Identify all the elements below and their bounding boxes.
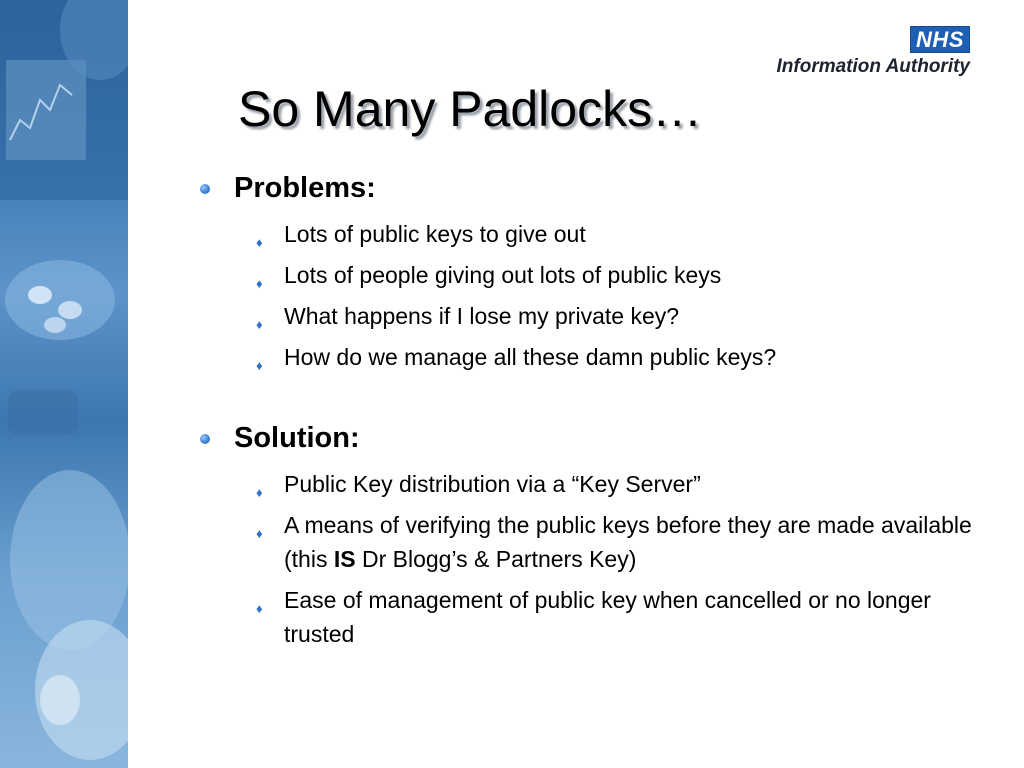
diamond-bullet-icon: ♦ [256,601,263,616]
list-item-emphasis: IS [333,546,356,572]
nhs-logo [777,26,971,78]
slide-body [200,172,990,699]
diamond-bullet-icon: ♦ [256,358,263,373]
list-item-text: Lots of public keys to give out [284,221,586,247]
section-heading [200,172,990,205]
round-bullet-icon [200,434,210,444]
list-item [256,583,990,651]
problems-section [200,172,990,374]
list-item-text: Ease of management of public key when cancelled or no longer trusted [284,587,931,647]
diamond-bullet-icon: ♦ [256,526,263,541]
section-title: Solution: [234,422,360,454]
solution-list [200,467,990,651]
decorative-photo-strip [0,0,128,768]
list-item [256,467,990,501]
diamond-bullet-icon: ♦ [256,276,263,291]
list-item [256,299,990,333]
list-item-text: Public Key distribution via a “Key Server” [284,471,701,497]
list-item [256,258,990,292]
round-bullet-icon [200,184,210,194]
section-heading [200,422,990,455]
list-item [256,508,990,576]
solution-section [200,422,990,651]
list-item-text: Lots of people giving out lots of public keys [284,262,722,288]
list-item [256,340,990,374]
problems-list [200,217,990,374]
nhs-badge: NHS [910,26,970,53]
diamond-bullet-icon: ♦ [256,317,263,332]
slide-title: So Many Padlocks… [238,81,703,137]
list-item-text-after: Dr Blogg’s & Partners Key) [355,546,637,572]
list-item [256,217,990,251]
section-title: Problems: [234,172,376,204]
list-item-text: How do we manage all these damn public keys? [284,344,777,370]
diamond-bullet-icon: ♦ [256,235,263,250]
photo-collage-image [0,0,128,768]
list-item-text: What happens if I lose my private key? [284,303,680,329]
organization-name: Information Authority [776,56,970,77]
list-item-text-before: A means of verifying the public keys before they are made available (this [284,512,972,572]
diamond-bullet-icon: ♦ [256,485,263,500]
